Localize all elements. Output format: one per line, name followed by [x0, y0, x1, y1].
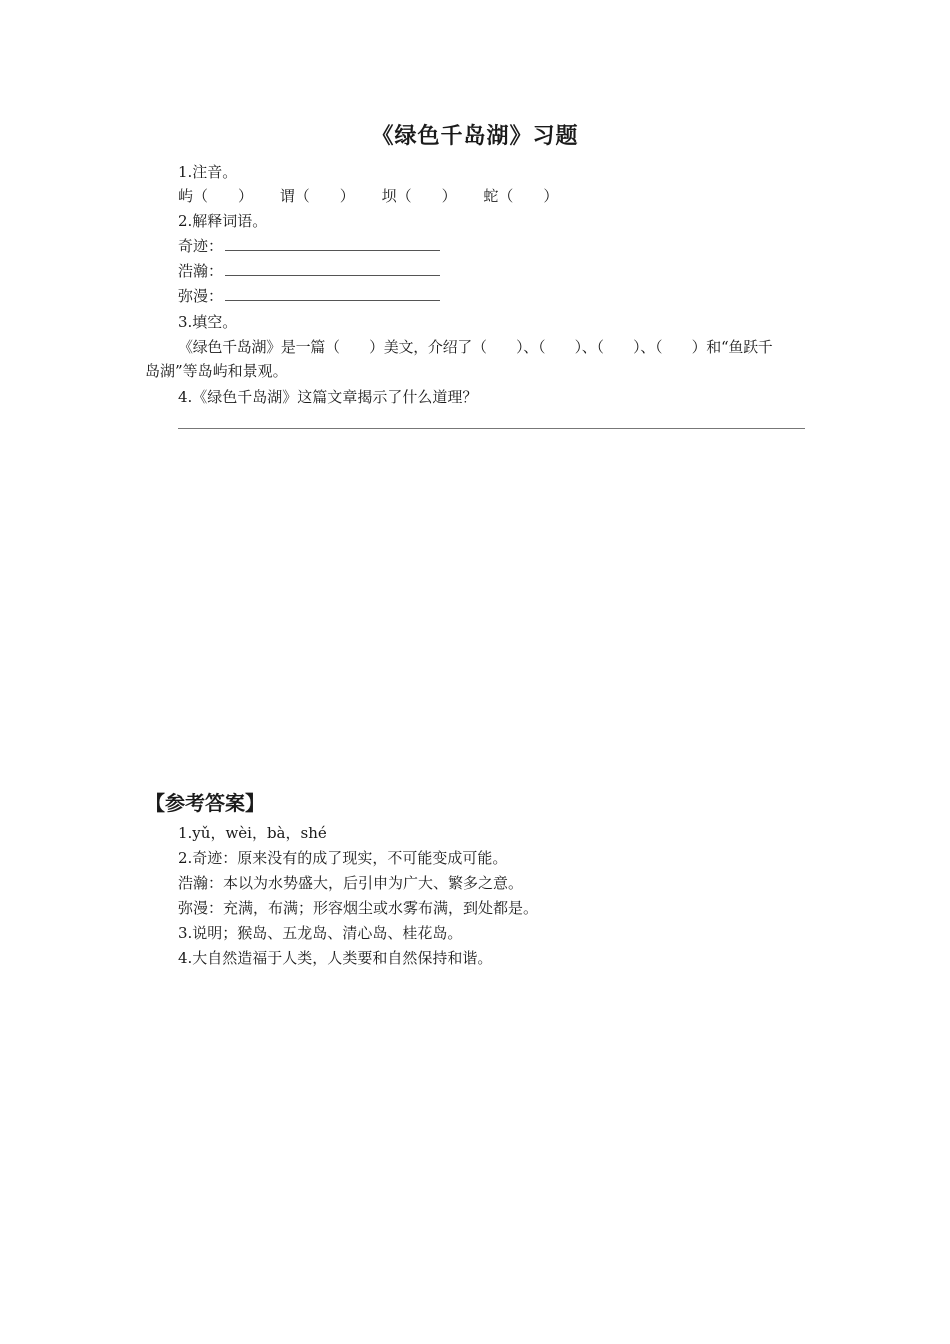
answer-line-text: 4.大自然造福于人类，人类要和自然保持和谐。: [178, 949, 493, 967]
pinyin-item: 坝（ ）: [381, 187, 457, 205]
question-1-items: [178, 184, 558, 208]
term-row: [178, 234, 440, 258]
answers-heading: 【参考答案】: [145, 791, 265, 815]
term-label: 弥漫：: [178, 287, 224, 305]
term-label: 浩瀚：: [178, 262, 224, 280]
term-label: 奇迹：: [178, 237, 224, 255]
answer-line-text: 弥漫：充满，布满；形容烟尘或水雾布满，到处都是。: [178, 899, 539, 917]
pinyin-item: 谓（ ）: [279, 187, 355, 205]
answer-blank: [225, 236, 440, 251]
question-3-text-line2: 岛湖”等岛屿和景观。: [145, 362, 288, 380]
question-1-heading: 1.注音。: [178, 163, 238, 181]
answer-blank: [225, 261, 440, 276]
pinyin-item: 蛇（ ）: [483, 187, 559, 205]
answer-line-text: 1.yǔ，wèi，bà，shé: [178, 824, 327, 842]
question-2-heading: 2.解释词语。: [178, 212, 268, 230]
answer-line-text: 2.奇迹：原来没有的成了现实，不可能变成可能。: [178, 849, 508, 867]
term-row: [178, 259, 440, 283]
term-row: [178, 284, 440, 308]
question-3-text-line1: 《绿色千岛湖》是一篇（ ）美文，介绍了（ ）、（ ）、（ ）、（ ）和“鱼跃千: [178, 338, 773, 356]
answer-line-text: 3.说明；猴岛、五龙岛、清心岛、桂花岛。: [178, 924, 463, 942]
answer-line: [178, 428, 805, 429]
page-title: 《绿色千岛湖》习题: [371, 124, 579, 149]
answer-blank: [225, 286, 440, 301]
question-3-heading: 3.填空。: [178, 313, 238, 331]
question-4-heading: 4.《绿色千岛湖》这篇文章揭示了什么道理？: [178, 388, 478, 406]
answer-line-text: 浩瀚：本以为水势盛大，后引申为广大、繁多之意。: [178, 874, 524, 892]
pinyin-item: 屿（ ）: [178, 187, 254, 205]
